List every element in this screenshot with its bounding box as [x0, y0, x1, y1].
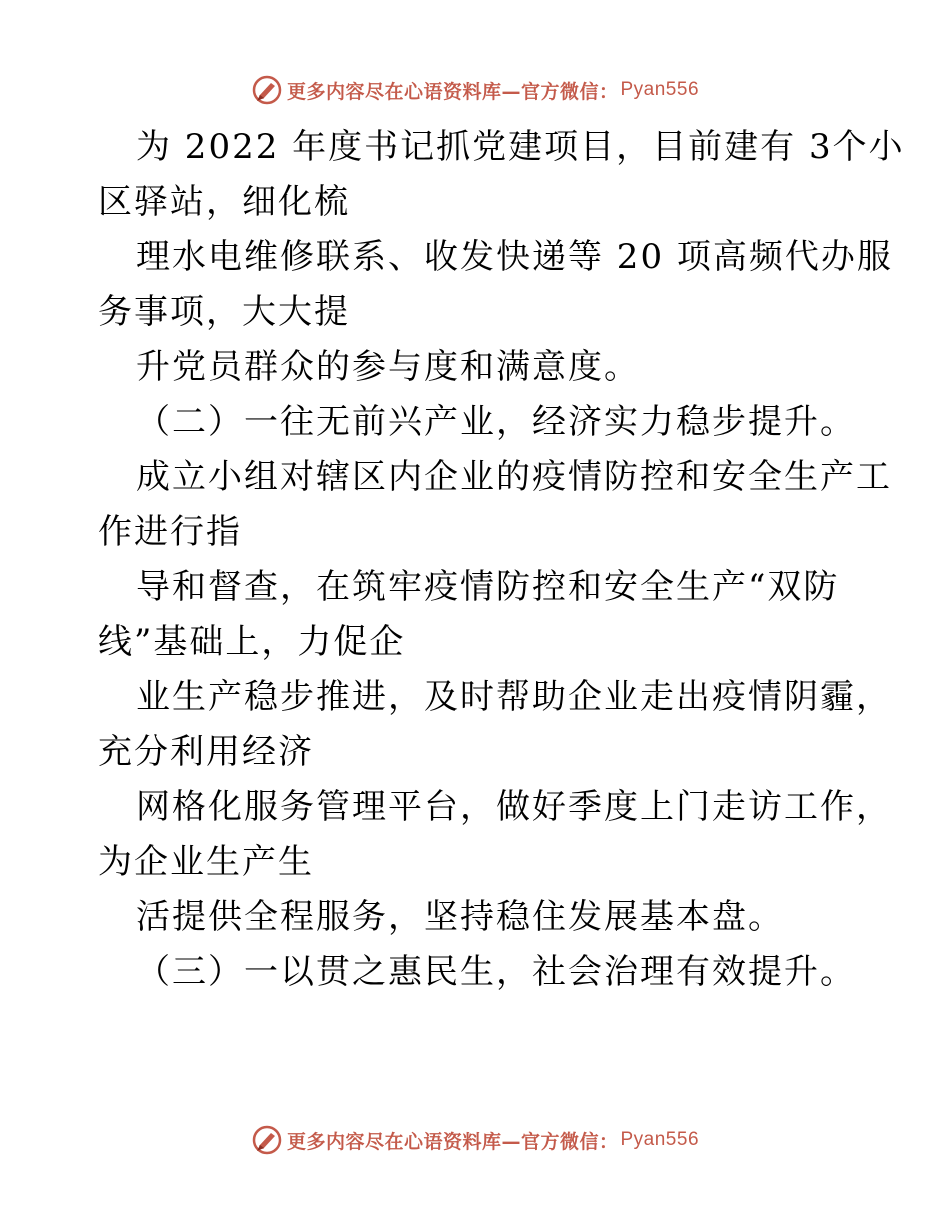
watermark-header [0, 70, 950, 110]
text-line: 充分利用经济 [98, 732, 314, 772]
document-body [98, 120, 905, 1000]
watermark-text: 更多内容尽在心语资料库—官方微信： [286, 80, 619, 103]
text-line: 导和督查，在筑牢疫情防控和安全生产“双防 [136, 567, 840, 607]
text-line: 线”基础上，力促企 [98, 622, 406, 662]
text-line: 活提供全程服务，坚持稳住发展基本盘。 [136, 897, 784, 937]
text-line: 区驿站，细化梳 [98, 182, 350, 222]
text-line: 成立小组对辖区内企业的疫情防控和安全生产工 [136, 457, 892, 497]
text-line: 务事项，大大提 [98, 292, 350, 332]
text-line: 业生产稳步推进，及时帮助企业走出疫情阴霾， [136, 677, 892, 717]
text-line: 作进行指 [98, 512, 242, 552]
watermark-contact: Pyan556 [620, 1129, 700, 1150]
text-line: 为企业生产生 [98, 842, 314, 882]
text-line: 升党员群众的参与度和满意度。 [136, 347, 640, 387]
watermark-contact: Pyan556 [620, 79, 700, 100]
text-line: 网格化服务管理平台，做好季度上门走访工作， [136, 787, 892, 827]
brand-logo-icon [251, 74, 283, 106]
text-line: （二）一往无前兴产业，经济实力稳步提升。 [136, 402, 856, 442]
watermark-text: 更多内容尽在心语资料库—官方微信： [286, 1130, 619, 1153]
text-line: 为 2022 年度书记抓党建项目，目前建有 3个小 [136, 127, 905, 167]
text-line: 理水电维修联系、收发快递等 20 项高频代办服 [136, 237, 893, 277]
brand-logo-icon [251, 1124, 283, 1156]
text-line: （三）一以贯之惠民生，社会治理有效提升。 [136, 952, 856, 992]
watermark-footer [0, 1120, 950, 1160]
